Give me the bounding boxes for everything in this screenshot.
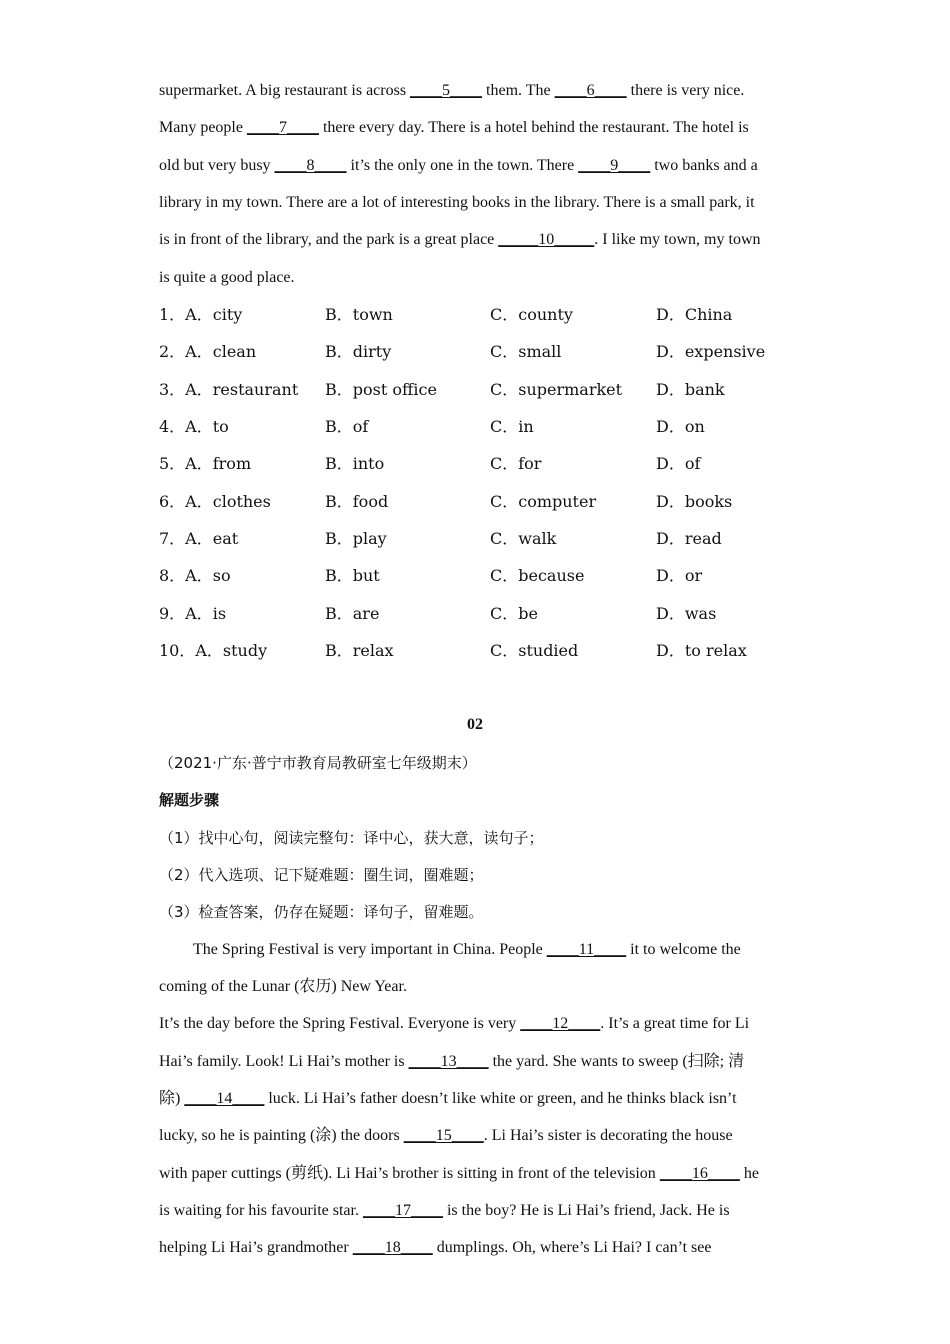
text: Hai’s family. Look! Li Hai’s mother is <box>159 1053 409 1070</box>
option-a: 4．A．to <box>159 417 229 436</box>
step-3: （3）检查答案，仍存在疑题：译句子，留难题。 <box>159 903 484 921</box>
text: it to welcome the <box>626 941 741 958</box>
option-c: C．computer <box>490 492 597 511</box>
option-c: C．small <box>490 342 562 361</box>
option-b: B．play <box>325 529 387 548</box>
text: old but very busy <box>159 157 275 174</box>
passage1-line-2 <box>159 118 799 138</box>
blank-11: ____11____ <box>546 941 627 958</box>
option-a: 2．A．clean <box>159 342 257 361</box>
section-number: 02 <box>467 716 483 733</box>
option-b: B．town <box>325 305 393 324</box>
blank-14: ____14____ <box>184 1090 265 1107</box>
text: two banks and a <box>650 157 758 174</box>
option-b: B．dirty <box>325 342 392 361</box>
text: . I like my town, my town <box>594 231 761 248</box>
blank-17: ____17____ <box>362 1202 443 1219</box>
passage2-line-3 <box>159 1014 799 1034</box>
source-note: （2021·广东·普宁市教育局教研室七年级期末） <box>159 754 477 772</box>
option-c: C．because <box>490 566 585 585</box>
option-c: C．for <box>490 454 542 473</box>
option-b: B．post office <box>325 380 437 399</box>
text: The Spring Festival is very important in China. People <box>193 941 547 958</box>
option-d: D．was <box>656 604 717 623</box>
option-c: C．in <box>490 417 534 436</box>
steps-title: 解题步骤 <box>159 791 220 809</box>
blank-12: ____12____ <box>520 1015 601 1032</box>
text: them. The <box>482 82 555 99</box>
text: there every day. There is a hotel behind the restaurant. The hotel is <box>318 119 749 136</box>
passage2-line-9 <box>159 1238 799 1258</box>
text: he <box>739 1165 759 1182</box>
option-c: C．supermarket <box>490 380 623 399</box>
option-b: B．relax <box>325 641 394 660</box>
blank-6: ____6____ <box>554 82 627 99</box>
option-a: 5．A．from <box>159 454 252 473</box>
option-b: B．into <box>325 454 385 473</box>
text: . It’s a great time for Li <box>600 1015 750 1032</box>
option-a: 9．A．is <box>159 604 227 623</box>
option-a: 8．A．so <box>159 566 231 585</box>
passage1-line-1 <box>159 81 799 101</box>
option-b: B．of <box>325 417 369 436</box>
passage2-line-7 <box>159 1164 799 1184</box>
text: lucky, so he is painting (涂) the doors <box>159 1127 404 1144</box>
blank-8: ____8____ <box>274 157 347 174</box>
text: is the boy? He is Li Hai’s friend, Jack. He is <box>442 1202 730 1219</box>
option-d: D．China <box>656 305 733 324</box>
passage2-line-5 <box>159 1089 799 1109</box>
option-a: 10．A．study <box>159 641 268 660</box>
option-c: C．walk <box>490 529 557 548</box>
passage1-line-6: is quite a good place. <box>159 269 295 286</box>
option-b: B．but <box>325 566 380 585</box>
text: dumplings. Oh, where’s Li Hai? I can’t see <box>432 1239 712 1256</box>
text: luck. Li Hai’s father doesn’t like white or green, and he thinks black isn’t <box>264 1090 737 1107</box>
step-1: （1）找中心句，阅读完整句：译中心，获大意，读句子； <box>159 829 544 847</box>
blank-15: ____15____ <box>403 1127 484 1144</box>
text: supermarket. A big restaurant is across <box>159 82 411 99</box>
passage2-line-6 <box>159 1126 799 1146</box>
option-a: 1．A．city <box>159 305 243 324</box>
option-d: D．read <box>656 529 722 548</box>
passage2-line-4 <box>159 1052 799 1072</box>
blank-13: ____13____ <box>408 1053 489 1070</box>
option-d: D．expensive <box>656 342 766 361</box>
option-c: C．county <box>490 305 573 324</box>
option-b: B．food <box>325 492 389 511</box>
text: is waiting for his favourite star. <box>159 1202 363 1219</box>
step-2: （2）代入选项、记下疑难题：圈生词，圈难题； <box>159 866 484 884</box>
option-c: C．studied <box>490 641 579 660</box>
text: there is very nice. <box>626 82 745 99</box>
passage2-line-8 <box>159 1201 799 1221</box>
option-d: D．books <box>656 492 733 511</box>
blank-10: _____10_____ <box>498 231 595 248</box>
text: it’s the only one in the town. There <box>346 157 579 174</box>
text: Many people <box>159 119 247 136</box>
blank-18: ____18____ <box>352 1239 433 1256</box>
option-a: 3．A．restaurant <box>159 380 299 399</box>
blank-7: ____7____ <box>246 119 319 136</box>
passage1-line-3 <box>159 156 799 176</box>
option-a: 7．A．eat <box>159 529 239 548</box>
option-d: D．bank <box>656 380 725 399</box>
blank-5: ____5____ <box>410 82 483 99</box>
text: It’s the day before the Spring Festival. Everyone is very <box>159 1015 521 1032</box>
text: . Li Hai’s sister is decorating the house <box>483 1127 733 1144</box>
option-d: D．of <box>656 454 701 473</box>
option-d: D．on <box>656 417 705 436</box>
text: 除) <box>159 1090 185 1107</box>
passage1-line-4: library in my town. There are a lot of interesting books in the library. There is a small park, it <box>159 194 755 211</box>
blank-16: ____16____ <box>659 1165 740 1182</box>
option-d: D．or <box>656 566 703 585</box>
passage2-line-2: coming of the Lunar (农历) New Year. <box>159 978 407 995</box>
text: is in front of the library, and the park is a great place <box>159 231 499 248</box>
text: the yard. She wants to sweep (扫除; 清 <box>488 1053 745 1070</box>
passage1-line-5 <box>159 230 799 250</box>
text: helping Li Hai’s grandmother <box>159 1239 353 1256</box>
option-a: 6．A．clothes <box>159 492 271 511</box>
blank-9: ____9____ <box>578 157 651 174</box>
option-c: C．be <box>490 604 538 623</box>
option-d: D．to relax <box>656 641 747 660</box>
text: with paper cuttings (剪纸). Li Hai’s brother is sitting in front of the television <box>159 1165 660 1182</box>
passage2-line-1 <box>193 940 799 960</box>
option-b: B．are <box>325 604 380 623</box>
